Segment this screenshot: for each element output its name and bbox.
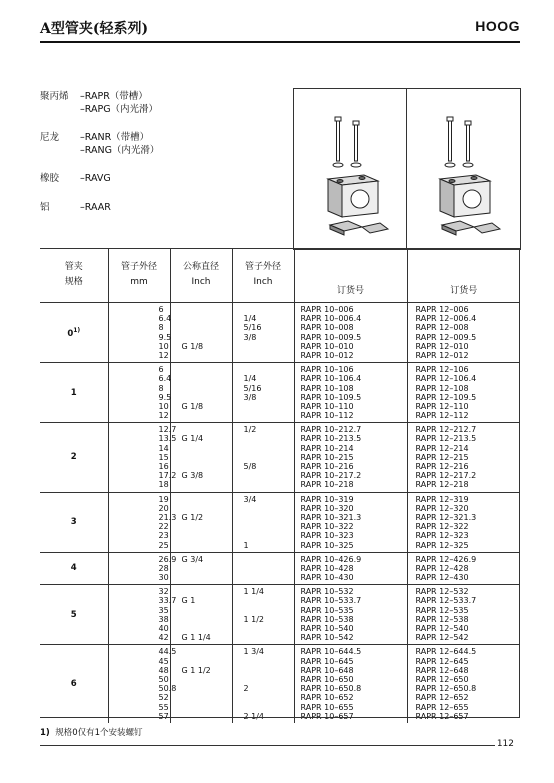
material-polypropylene: 聚丙烯 –RAPR（带槽） –RAPG（内光滑） (40, 91, 159, 115)
order-number-cell: RAPR 10–319 RAPR 10–320 RAPR 10–321.3 RAPR 10–322 RAPR 10–323 RAPR 10–325 (294, 492, 407, 552)
order-number-cell: RAPR 10–644.5 RAPR 10–645 RAPR 10–648 RAPR 10–650 RAPR 10–650.8 RAPR 10–652 RAPR 10–655 RAPR 10–657 (294, 645, 407, 723)
clamp-size-cell: 0$^{1)}$ (40, 303, 108, 363)
table-header-row (40, 248, 520, 303)
od-inch-cell: 1 3/4 2 2 1/4 (232, 645, 294, 723)
table-row (40, 363, 520, 423)
od-inch-cell: 1/4 5/16 3/8 (232, 303, 294, 363)
nominal-cell: G 1 1/2 (170, 645, 232, 723)
order-number-cell: RAPR 12–106 RAPR 12–106.4 RAPR 12–108 RAPR 12–109.5 RAPR 12–110 RAPR 12–112 (407, 363, 520, 423)
order-table (40, 248, 520, 723)
table-row (40, 303, 520, 363)
page-number: 112 (496, 739, 514, 749)
header-order-number-1: 订货号 (294, 248, 407, 303)
od-mm-cell: 44.5 45 48 50 50.8 52 55 57 (108, 645, 170, 723)
order-number-cell: RAPR 12–212.7 RAPR 12–213.5 RAPR 12–214 RAPR 12–215 RAPR 12–216 RAPR 12–217.2 RAPR 12–218 (407, 423, 520, 492)
table-row (40, 492, 520, 552)
od-inch-cell: 1/2 5/8 (232, 423, 294, 492)
material-nylon: 尼龙 –RANR（带槽） –RANG（内光滑） (40, 132, 160, 156)
order-number-cell: RAPR 12–644.5 RAPR 12–645 RAPR 12–648 RAPR 12–650 RAPR 12–650.8 RAPR 12–652 RAPR 12–655 RAPR 12–657 (407, 645, 520, 723)
header-rule (40, 41, 520, 43)
header-od-inch: 管子外径 Inch (232, 248, 294, 303)
nominal-cell: G 1/2 (170, 492, 232, 552)
order-number-cell: RAPR 10–106 RAPR 10–106.4 RAPR 10–108 RAPR 10–109.5 RAPR 10–110 RAPR 10–112 (294, 363, 407, 423)
clamp-size-cell: 2 (40, 423, 108, 492)
nominal-cell: G 1/4 G 3/8 (170, 423, 232, 492)
od-inch-cell: 1 1/4 1 1/2 (232, 585, 294, 645)
od-mm-cell: 6 6.4 8 9.5 10 12 (108, 303, 170, 363)
header-order-number-2: 订货号 (407, 248, 520, 303)
table-row (40, 645, 520, 723)
nominal-cell: G 1/8 (170, 303, 232, 363)
header-nominal-inch: 公称直径 Inch (170, 248, 232, 303)
header-clamp-size: 管夹 规格 (40, 248, 108, 303)
material-aluminum: 铝 –RAAR (40, 202, 111, 213)
table-row (40, 585, 520, 645)
nominal-cell: G 3/4 (170, 552, 232, 585)
clamp-size-cell: 6 (40, 645, 108, 723)
footer-rule (40, 745, 495, 746)
nominal-cell: G 1/8 (170, 363, 232, 423)
od-inch-cell: 1/4 5/16 3/8 (232, 363, 294, 423)
footnote: 1) 规格0仅有1个安装螺钉 (40, 728, 143, 738)
clamp-size-cell: 5 (40, 585, 108, 645)
order-number-cell: RAPR 12–319 RAPR 12–320 RAPR 12–321.3 RAPR 12–322 RAPR 12–323 RAPR 12–325 (407, 492, 520, 552)
od-mm-cell: 19 20 21.3 22 23 25 (108, 492, 170, 552)
od-mm-cell: 6 6.4 8 9.5 10 12 (108, 363, 170, 423)
clamp-size-cell: 4 (40, 552, 108, 585)
bolt-head-icon (335, 117, 341, 121)
order-number-cell: RAPR 10–006 RAPR 10–006.4 RAPR 10–008 RAPR 10–009.5 RAPR 10–010 RAPR 10–012 (294, 303, 407, 363)
od-mm-cell: 26.9 28 30 (108, 552, 170, 585)
order-number-cell: RAPR 12–006 RAPR 12–006.4 RAPR 12–008 RAPR 12–009.5 RAPR 12–010 RAPR 12–012 (407, 303, 520, 363)
clamp-illustration (294, 89, 520, 249)
page-title: A型管夹(轻系列) (40, 21, 149, 37)
order-number-cell: RAPR 10–426.9 RAPR 10–428 RAPR 10–430 (294, 552, 407, 585)
clamp-size-cell: 3 (40, 492, 108, 552)
clamp-size-cell: 1 (40, 363, 108, 423)
order-number-cell: RAPR 12–426.9 RAPR 12–428 RAPR 12–430 (407, 552, 520, 585)
table-row (40, 423, 520, 492)
od-inch-cell: 3/4 1 (232, 492, 294, 552)
order-number-cell: RAPR 10–532 RAPR 10–533.7 RAPR 10–535 RAPR 10–538 RAPR 10–540 RAPR 10–542 (294, 585, 407, 645)
nominal-cell: G 1 G 1 1/4 (170, 585, 232, 645)
table-row (40, 552, 520, 585)
od-mm-cell: 12.7 13.5 14 15 16 17.2 18 (108, 423, 170, 492)
order-number-cell: RAPR 10–212.7 RAPR 10–213.5 RAPR 10–214 RAPR 10–215 RAPR 10–216 RAPR 10–217.2 RAPR 10–218 (294, 423, 407, 492)
material-rubber: 橡胶 –RAVG (40, 173, 111, 184)
order-number-cell: RAPR 12–532 RAPR 12–533.7 RAPR 12–535 RAPR 12–538 RAPR 12–540 RAPR 12–542 (407, 585, 520, 645)
od-inch-cell (232, 552, 294, 585)
od-mm-cell: 32 33.7 35 38 40 42 (108, 585, 170, 645)
brand-logo: HOOG (475, 18, 520, 34)
product-illustration-box (293, 88, 521, 250)
header-od-mm: 管子外径 mm (108, 248, 170, 303)
